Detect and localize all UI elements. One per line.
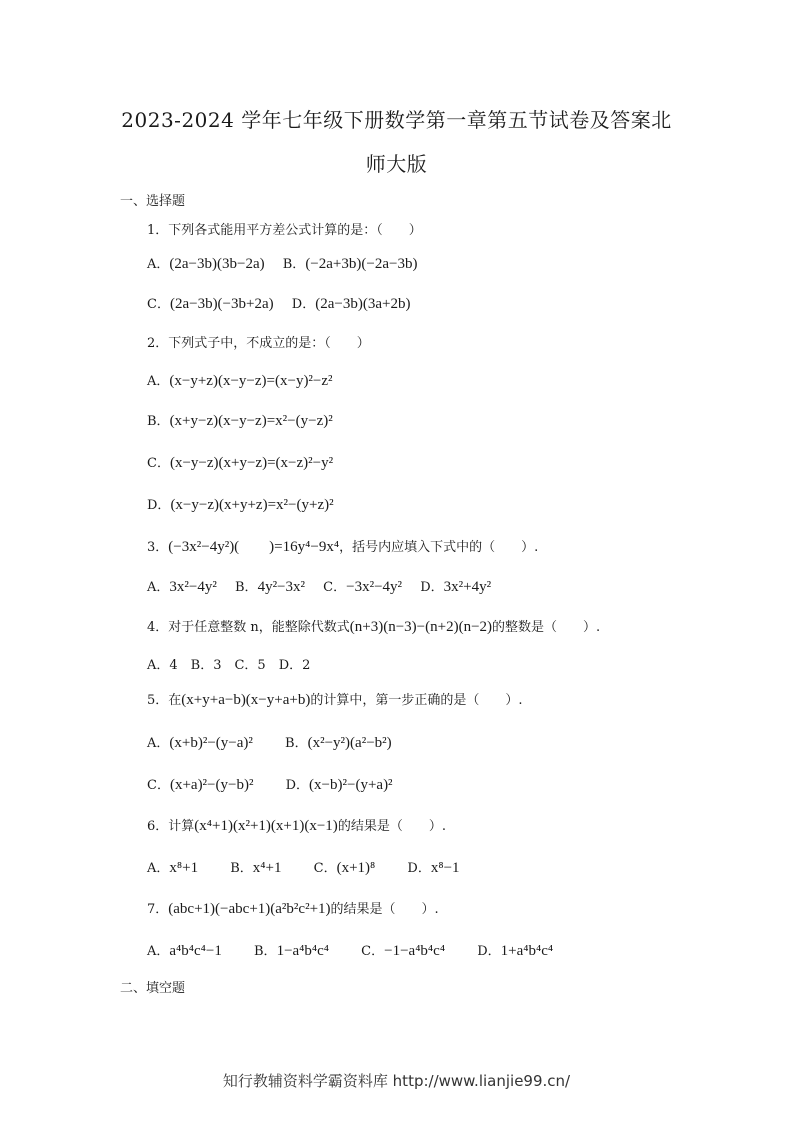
option-expression: 3x²+4y² bbox=[443, 579, 492, 595]
option-label: B． bbox=[147, 414, 170, 429]
question-3-expression: (−3x²−4y²)( )=16y⁴−9x⁴ bbox=[168, 539, 340, 555]
question-2-option-c bbox=[147, 452, 333, 472]
option-label: A． bbox=[147, 944, 170, 959]
option-expression: x⁸+1 bbox=[169, 860, 199, 876]
option-label: D． bbox=[147, 498, 171, 513]
question-6-options bbox=[147, 857, 460, 877]
question-5-expression: (x+y+a−b)(x−y+a+b) bbox=[181, 692, 311, 708]
option-expression: (x²−y²)(a²−b²) bbox=[307, 735, 392, 751]
option-label: A． bbox=[147, 736, 170, 751]
option-expression: (x−y+z)(x−y−z)=(x−y)²−z² bbox=[169, 373, 333, 389]
section-heading-choice: 一、选择题 bbox=[120, 194, 186, 209]
question-5-options-row-2 bbox=[147, 774, 393, 794]
option-expression: (x+b)²−(y−a)² bbox=[169, 735, 253, 751]
question-7-stem: 7．(abc+1)(−abc+1)(a²b²c²+1)的结果是（ ）. bbox=[147, 901, 439, 917]
option-expression: (2a−3b)(3b−2a) bbox=[169, 256, 265, 272]
option-label: A． bbox=[147, 374, 170, 389]
option-expression: (x+y−z)(x−y−z)=x²−(y−z)² bbox=[169, 413, 333, 429]
option-label: A． bbox=[147, 861, 170, 876]
option-label: D． bbox=[285, 778, 310, 793]
option-expression: 3x²−4y² bbox=[169, 579, 217, 595]
question-1-options-row-1 bbox=[147, 253, 417, 273]
option-expression: 4y²−3x² bbox=[257, 579, 306, 595]
question-2-option-b bbox=[147, 410, 333, 430]
option-expression: (−2a+3b)(−2a−3b) bbox=[305, 256, 418, 272]
option-label: B． bbox=[235, 580, 258, 595]
document-title-line-2: 师大版 bbox=[365, 152, 428, 176]
option-expression: (2a−3b)(−3b+2a) bbox=[169, 296, 274, 312]
option-expression: (2a−3b)(3a+2b) bbox=[315, 296, 411, 312]
question-6-expression: (x⁴+1)(x²+1)(x+1)(x−1) bbox=[194, 818, 338, 834]
question-5-options-row-1 bbox=[147, 732, 392, 752]
option-label: B． bbox=[285, 736, 308, 751]
option-label: B． bbox=[282, 257, 306, 272]
option-expression: (x−y−z)(x+y−z)=(x−z)²−y² bbox=[169, 455, 334, 471]
option-label: C． bbox=[323, 580, 347, 595]
option-label: B． bbox=[254, 944, 277, 959]
option-label: C． bbox=[361, 944, 385, 959]
question-3-stem: 3．(−3x²−4y²)( )=16y⁴−9x⁴，括号内应填入下式中的（ ）. bbox=[147, 539, 539, 555]
option-label: D． bbox=[407, 861, 431, 876]
question-7-expression: (abc+1)(−abc+1)(a²b²c²+1) bbox=[168, 901, 331, 917]
question-6-stem: 6．计算(x⁴+1)(x²+1)(x+1)(x−1)的结果是（ ）. bbox=[147, 818, 446, 834]
question-2-stem: 2．下列式子中，不成立的是：（ ） bbox=[147, 336, 370, 351]
question-4-expression: (n+3)(n−3)−(n+2)(n−2) bbox=[349, 619, 493, 635]
question-1-options-row-2 bbox=[147, 293, 410, 313]
option-label: A． bbox=[147, 580, 170, 595]
footer-watermark-link[interactable]: 知行教辅资料学霸资料库 http://www.lianjie99.cn/ bbox=[222, 1072, 571, 1090]
option-expression: −1−a⁴b⁴c⁴ bbox=[384, 943, 446, 959]
section-heading-fill: 二、填空题 bbox=[120, 981, 186, 996]
option-label: D． bbox=[477, 944, 501, 959]
option-expression: 1−a⁴b⁴c⁴ bbox=[276, 943, 330, 959]
option-expression: a⁴b⁴c⁴−1 bbox=[169, 943, 222, 959]
question-5-stem: 5．在(x+y+a−b)(x−y+a+b)的计算中，第一步正确的是（ ）. bbox=[147, 692, 523, 708]
option-expression: (x−y−z)(x+y+z)=x²−(y+z)² bbox=[170, 497, 334, 513]
option-label: C． bbox=[147, 297, 170, 312]
question-1-stem: 1．下列各式能用平方差公式计算的是：（ ） bbox=[147, 223, 422, 238]
option-expression: x⁴+1 bbox=[252, 860, 282, 876]
option-label: C． bbox=[147, 778, 170, 793]
option-label: B． bbox=[230, 861, 253, 876]
question-2-option-d bbox=[147, 494, 334, 514]
option-label: A． bbox=[147, 257, 170, 272]
option-expression: 1+a⁴b⁴c⁴ bbox=[500, 943, 554, 959]
option-label: C． bbox=[313, 861, 337, 876]
question-4-options: A．4 B．3 C．5 D．2 bbox=[147, 658, 311, 673]
question-3-options bbox=[147, 576, 491, 596]
option-expression: x⁸−1 bbox=[430, 860, 460, 876]
option-expression: −3x²−4y² bbox=[346, 579, 403, 595]
option-expression: (x−b)²−(y+a)² bbox=[309, 777, 393, 793]
option-expression: (x+1)⁸ bbox=[336, 860, 376, 876]
document-title-line-1: 2023-2024 学年七年级下册数学第一章第五节试卷及答案北 bbox=[121, 108, 672, 132]
option-label: C． bbox=[147, 456, 170, 471]
question-2-option-a bbox=[147, 370, 333, 390]
question-7-options bbox=[147, 940, 553, 960]
option-label: D． bbox=[420, 580, 444, 595]
option-label: D． bbox=[291, 297, 316, 312]
option-expression: (x+a)²−(y−b)² bbox=[169, 777, 254, 793]
question-4-stem: 4．对于任意整数 n，能整除代数式(n+3)(n−3)−(n+2)(n−2)的整数是（ ）. bbox=[147, 619, 601, 635]
